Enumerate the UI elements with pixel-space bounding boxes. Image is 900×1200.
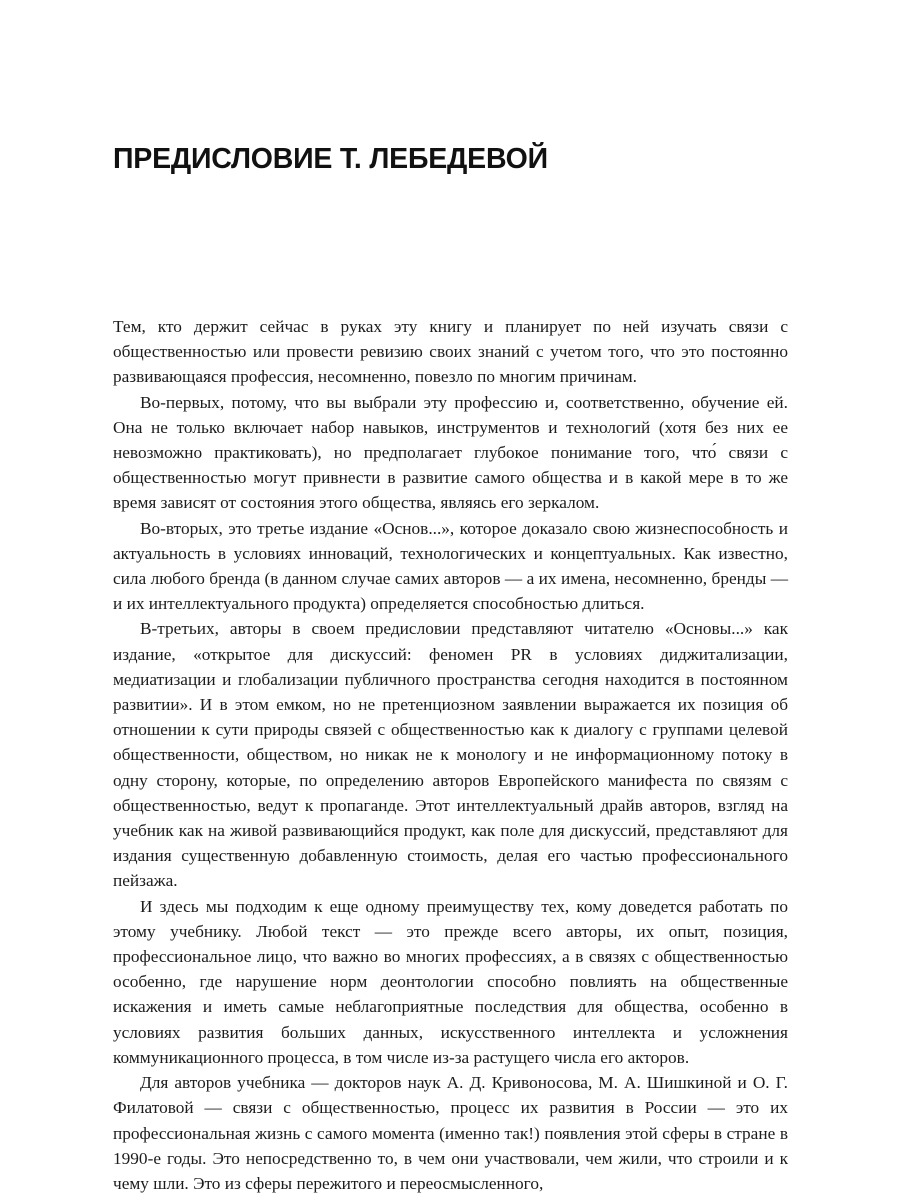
paragraph: В-третьих, авторы в своем предисловии представляют читателю «Основы...» как издание, «открытое для дискуссий: феномен PR в условиях диджитализации, медиатизации и глобализации публичного пространства сегодня находится в постоянном развитии». И в этом емком, но не претенциозном заявлении выражается их позиция об отношении к сути природы связей с общественностью как к диалогу с группами целевой общественности, обществом, но никак не к монологу и не информационному потоку в одну сторону, которые, по определению авторов Европейского манифеста по связям с общественностью, ведут к пропаганде. Этот интеллектуальный драйв авторов, взгляд на учебник как на живой развивающийся продукт, как поле для дискуссий, представляют для издания существенную добавленную стоимость, делая его частью профессионального пейзажа. [113, 619, 788, 891]
paragraph: И здесь мы подходим к еще одному преимуществу тех, кому доведется работать по этому учебнику. Любой текст — это прежде всего авторы, их опыт, позиция, профессиональное лицо, что важно во многих профессиях, а в связях с общественностью особенно, где нарушение норм деонтологии способно повлиять на общественные искажения и иметь самые неблагоприятные последствия для общества, особенно в условиях развития больших данных, искусственного интеллекта и усложнения коммуникационного процесса, в том числе из-за растущего числа его акторов. [113, 896, 788, 1067]
paragraph: Тем, кто держит сейчас в руках эту книгу и планирует по ней изучать связи с общественностью или провести ревизию своих знаний с учетом того, что это постоянно развивающаяся профессия, несомненно, повезло по многим причинам. [113, 317, 788, 387]
paragraph: Во-вторых, это третье издание «Основ...», которое доказало свою жизнеспособность и актуальность в условиях инноваций, технологических и концептуальных. Как известно, сила любого бренда (в данном случае самих авторов — а их имена, несомненно, бренды — и их интеллектуального продукта) определяется способностью длиться. [113, 518, 788, 614]
page-title: ПРЕДИСЛОВИЕ Т. ЛЕБЕДЕВОЙ [113, 143, 548, 176]
paragraph: Во-первых, потому, что вы выбрали эту профессию и, соответственно, обучение ей. Она не только включает набор навыков, инструментов и технологий (хотя без них ее невозможно практиковать), но предполагает глубокое понимание того, что́ связи с общественностью могут привнести в развитие самого общества и в какой мере в то же время зависят от состояния этого общества, являясь его зеркалом. [113, 392, 788, 513]
paragraph: Для авторов учебника — докторов наук А. Д. Кривоносова, М. А. Шишкиной и О. Г. Филатовой — связи с общественностью, процесс их развития в России — это их профессиональная жизнь с самого момента (именно так!) появления этой сферы в стране в 1990-е годы. Это непосредственно то, в чем они участвовали, чем жили, что строили и к чему шли. Это из сферы пережитого и переосмысленного, [113, 1073, 788, 1193]
body-text [113, 314, 788, 1196]
